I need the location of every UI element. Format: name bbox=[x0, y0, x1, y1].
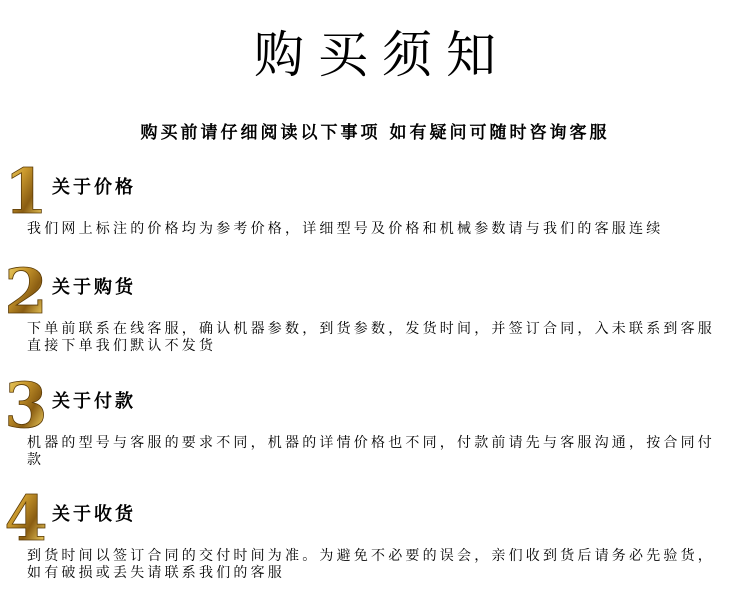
section-receipt bbox=[0, 485, 750, 595]
page-title: 购买须知 bbox=[254, 26, 510, 84]
section-heading: 关于收货 bbox=[52, 504, 136, 525]
section-heading: 关于付款 bbox=[52, 391, 136, 412]
section-price bbox=[0, 158, 750, 268]
section-body: 下单前联系在线客服，确认机器参数，到货参数，发货时间，并签订合同，入未联系到客服直接下单我们默认不发货 bbox=[27, 321, 715, 354]
gold-number-4-icon bbox=[2, 485, 50, 547]
section-heading: 关于购货 bbox=[52, 277, 136, 298]
section-body: 机器的型号与客服的要求不同，机器的详情价格也不同，付款前请先与客服沟通，按合同付款 bbox=[27, 435, 715, 468]
gold-number-2-icon bbox=[2, 258, 50, 320]
page-subtitle: 购买前请仔细阅读以下事项 如有疑问可随时咨询客服 bbox=[140, 123, 610, 143]
section-purchase bbox=[0, 258, 750, 368]
section-body: 到货时间以签订合同的交付时间为准。为避免不必要的误会，亲们收到货后请务必先验货，如有破损或丢失请联系我们的客服 bbox=[27, 548, 715, 581]
gold-number-1-icon bbox=[2, 158, 50, 220]
section-body: 我们网上标注的价格均为参考价格，详细型号及价格和机械参数请与我们的客服连续 bbox=[27, 221, 664, 237]
gold-number-3-icon bbox=[2, 372, 50, 434]
svg-text:4: 4 bbox=[4, 485, 48, 547]
svg-text:3: 3 bbox=[4, 372, 48, 434]
svg-text:1: 1 bbox=[4, 158, 48, 220]
svg-text:2: 2 bbox=[4, 258, 48, 320]
section-heading: 关于价格 bbox=[52, 177, 136, 198]
section-payment bbox=[0, 372, 750, 482]
